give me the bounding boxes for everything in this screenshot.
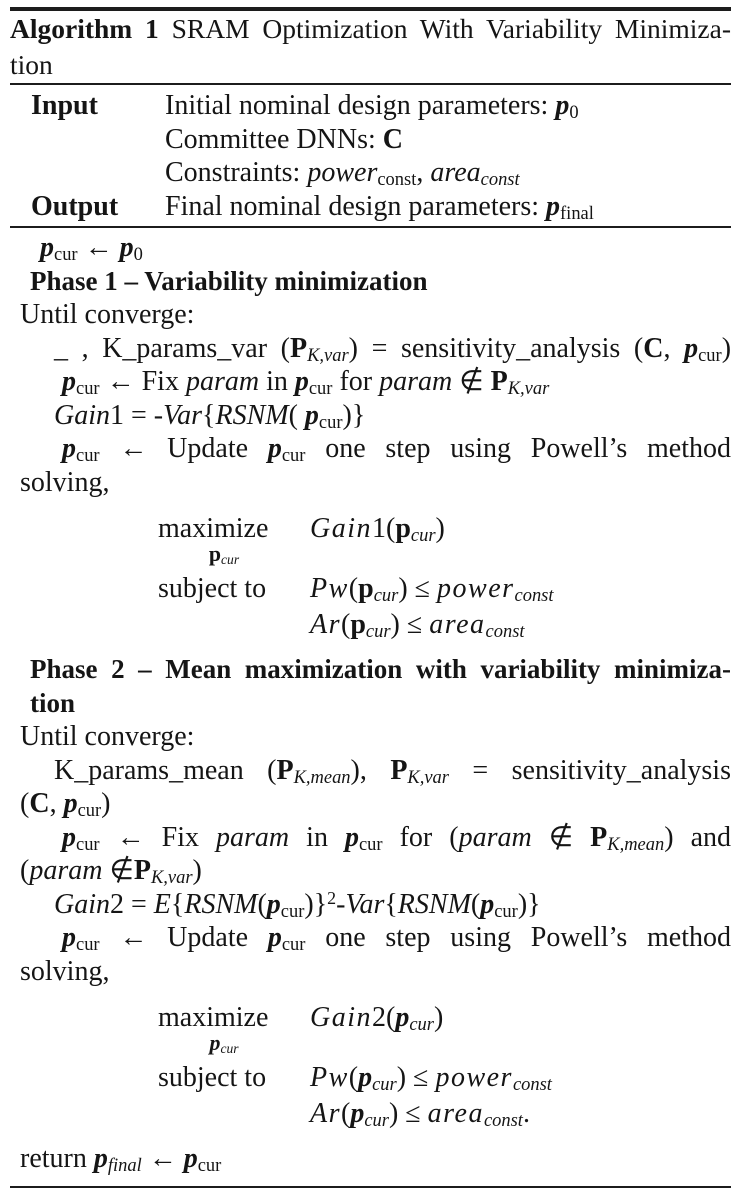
subscript: final bbox=[107, 1155, 142, 1176]
text-segment: ∉ bbox=[102, 855, 134, 886]
text-segment: Pw bbox=[310, 573, 349, 604]
phase2-fix-params-line2 bbox=[20, 854, 731, 888]
display-left-cell bbox=[158, 571, 310, 607]
text-segment: ( bbox=[348, 1062, 359, 1093]
subscript: cur bbox=[410, 525, 436, 546]
io-description bbox=[165, 156, 731, 190]
text-segment: { bbox=[384, 888, 398, 920]
subscript: cur bbox=[220, 1040, 239, 1056]
display-left-cell bbox=[158, 1096, 310, 1132]
text-segment: Committee DNNs: bbox=[165, 123, 383, 155]
subscript: cur bbox=[364, 1110, 389, 1131]
text-segment: , bbox=[49, 788, 64, 819]
display-left-cell bbox=[158, 511, 310, 547]
subscript: cur bbox=[76, 833, 100, 854]
text-segment: one step using Powell’s method bbox=[305, 433, 731, 464]
display-left-cell bbox=[158, 542, 290, 567]
display-right-cell bbox=[310, 571, 554, 607]
text-segment: Algorithm 1 bbox=[10, 13, 172, 44]
text-segment: Gain bbox=[310, 1002, 372, 1033]
text-segment: Gain bbox=[54, 399, 110, 431]
display-row bbox=[158, 1000, 731, 1036]
text-segment: ) bbox=[721, 332, 732, 364]
text-segment: param bbox=[379, 366, 453, 397]
subscript: cur bbox=[76, 934, 100, 955]
display-row bbox=[158, 542, 731, 567]
text-segment: 1 = - bbox=[110, 399, 164, 431]
bottom-rule bbox=[10, 1186, 731, 1188]
text-segment: ) ≤ bbox=[398, 573, 438, 604]
text-segment: Constraints: bbox=[165, 157, 308, 188]
text-segment: ) ≤ bbox=[388, 1098, 428, 1129]
text-segment: ∉ bbox=[531, 821, 591, 853]
subscript: cur bbox=[76, 445, 100, 466]
text-segment: ) bbox=[101, 788, 111, 819]
display-left-cell bbox=[158, 1031, 290, 1056]
text-segment: maximize bbox=[158, 1002, 269, 1033]
display-left-cell bbox=[158, 1060, 310, 1096]
text-segment: )} bbox=[517, 888, 541, 920]
text-segment: p bbox=[546, 190, 561, 222]
text-segment: ) and bbox=[664, 821, 731, 853]
gain1-definition bbox=[54, 399, 731, 433]
text-segment: _ , K_params_var ( bbox=[54, 332, 290, 364]
algorithm-title bbox=[10, 11, 731, 83]
subscript: const bbox=[512, 1074, 552, 1095]
phase2-sensitivity-call-line1 bbox=[54, 754, 731, 788]
subscript: cur bbox=[373, 585, 399, 606]
io-description bbox=[165, 190, 731, 224]
text-segment: subject to bbox=[158, 1062, 267, 1093]
text-segment: p bbox=[350, 609, 366, 640]
text-segment: Gain bbox=[54, 888, 110, 920]
subscript: K,mean bbox=[293, 766, 351, 787]
text-segment: p bbox=[62, 366, 76, 397]
text-segment: E bbox=[153, 888, 171, 920]
text-segment: C bbox=[382, 123, 403, 155]
text-segment: P bbox=[590, 821, 608, 853]
text-segment: ( bbox=[257, 888, 267, 920]
text-segment: P bbox=[490, 366, 508, 397]
subscript: cur bbox=[281, 445, 306, 466]
text-segment: p bbox=[294, 366, 309, 397]
phase2-solving-line bbox=[20, 955, 731, 989]
text-segment: in bbox=[259, 366, 295, 397]
text-segment: param bbox=[216, 821, 290, 853]
text-segment: P bbox=[276, 754, 294, 786]
display-row bbox=[158, 571, 731, 607]
subscript: cur bbox=[365, 621, 391, 642]
subscript: cur bbox=[221, 551, 240, 567]
text-segment: p bbox=[183, 1143, 198, 1174]
subscript: cur bbox=[281, 934, 306, 955]
subscript: cur bbox=[77, 800, 102, 821]
text-segment: ← Fix bbox=[99, 821, 217, 853]
text-segment: Final nominal design parameters: bbox=[165, 190, 547, 222]
io-description bbox=[165, 123, 731, 157]
text-segment: power bbox=[435, 1062, 513, 1093]
display-left-cell bbox=[158, 607, 310, 643]
assign-initial-line bbox=[40, 231, 731, 265]
io-label bbox=[31, 156, 165, 190]
subscript: K,var bbox=[407, 766, 449, 787]
text-segment: ( bbox=[288, 399, 305, 431]
text-segment: p bbox=[62, 922, 76, 953]
text-segment: subject to bbox=[158, 573, 267, 604]
text-segment: ( bbox=[348, 573, 359, 604]
text-segment: p bbox=[344, 821, 359, 853]
phase2-heading-line2 bbox=[30, 687, 731, 721]
text-segment: Gain bbox=[310, 513, 372, 544]
text-segment: ← Update bbox=[99, 922, 268, 953]
phase2-until-converge bbox=[20, 720, 731, 754]
phase2-heading-line1 bbox=[30, 653, 731, 687]
io-label bbox=[31, 123, 165, 157]
text-segment: ) bbox=[192, 855, 202, 886]
text-segment: Var bbox=[345, 888, 385, 920]
phase1-optimization-block bbox=[158, 511, 731, 643]
text-segment: p bbox=[63, 788, 78, 819]
subscript: K,mean bbox=[607, 833, 665, 854]
algorithm-title-line1 bbox=[10, 11, 731, 47]
display-left-cell bbox=[158, 1000, 310, 1036]
text-segment: ) = sensitivity_analysis ( bbox=[348, 332, 644, 364]
text-segment: area bbox=[427, 1098, 484, 1129]
phase2-update-powell-line bbox=[62, 921, 731, 955]
text-segment: 2 = bbox=[110, 888, 154, 920]
subscript: const bbox=[480, 169, 520, 190]
text-segment: )} bbox=[342, 399, 366, 431]
text-segment: , bbox=[663, 332, 685, 364]
text-segment: p bbox=[40, 232, 54, 263]
text-segment: 2( bbox=[372, 1002, 396, 1033]
text-segment: Ar bbox=[310, 609, 341, 640]
text-segment: Ar bbox=[310, 1098, 341, 1129]
text-segment: area bbox=[430, 157, 481, 188]
text-segment: P bbox=[133, 855, 151, 886]
text-segment: p bbox=[358, 1062, 373, 1093]
phase2-sensitivity-call-line2 bbox=[20, 787, 731, 821]
text-segment: for ( bbox=[382, 821, 459, 853]
subscript: 0 bbox=[569, 102, 579, 123]
display-row bbox=[158, 1031, 731, 1056]
text-segment: for bbox=[332, 366, 380, 397]
text-segment: tion bbox=[10, 49, 53, 80]
io-description bbox=[165, 89, 731, 123]
phase1-update-powell-line bbox=[62, 432, 731, 466]
text-segment: Until converge: bbox=[20, 721, 195, 752]
phase1-sensitivity-call bbox=[54, 332, 731, 366]
text-segment: p bbox=[208, 542, 222, 566]
text-segment: param bbox=[458, 821, 532, 853]
display-row bbox=[158, 511, 731, 547]
text-segment: ) bbox=[435, 513, 445, 544]
text-segment: power bbox=[307, 157, 378, 188]
text-segment: { bbox=[202, 399, 216, 431]
subscript: cur bbox=[76, 378, 100, 399]
subscript: const bbox=[377, 169, 417, 190]
text-segment: K_params_mean ( bbox=[54, 754, 277, 786]
text-segment: RSNM bbox=[184, 888, 258, 920]
subscript: K,var bbox=[507, 378, 550, 399]
text-segment: area bbox=[429, 609, 486, 640]
text-segment: . bbox=[522, 1098, 530, 1129]
text-segment: p bbox=[350, 1098, 365, 1129]
text-segment: , bbox=[416, 157, 431, 188]
subscript: cur bbox=[318, 411, 343, 432]
subscript: K,var bbox=[307, 344, 349, 365]
text-segment: C bbox=[29, 788, 50, 819]
text-segment: p bbox=[395, 1002, 410, 1033]
io-table bbox=[10, 85, 731, 226]
text-segment: ), bbox=[350, 754, 391, 786]
text-segment: param bbox=[29, 855, 103, 886]
text-segment: C bbox=[643, 332, 664, 364]
text-segment: p bbox=[684, 332, 699, 364]
text-segment: solving, bbox=[20, 466, 110, 498]
text-segment: p bbox=[119, 232, 134, 263]
text-segment: return bbox=[20, 1143, 94, 1174]
subscript: cur bbox=[358, 833, 383, 854]
phase1-solving-line bbox=[20, 466, 731, 500]
text-segment: ) ≤ bbox=[390, 609, 430, 640]
text-segment: ← bbox=[77, 232, 120, 263]
text-segment: RSNM bbox=[215, 399, 289, 431]
phase1-until-converge bbox=[20, 298, 731, 332]
subscript: 0 bbox=[133, 244, 143, 265]
text-segment: p bbox=[555, 90, 570, 121]
text-segment: ( bbox=[470, 888, 481, 920]
io-row bbox=[31, 156, 731, 190]
phase1-heading bbox=[30, 265, 731, 299]
subscript: const bbox=[514, 585, 554, 606]
text-segment: solving, bbox=[20, 955, 110, 987]
text-segment: - bbox=[336, 888, 346, 920]
text-segment: p bbox=[267, 433, 282, 464]
display-right-cell bbox=[310, 607, 525, 643]
text-segment: param bbox=[185, 366, 260, 397]
algorithm-body bbox=[10, 228, 731, 1176]
text-segment: Var bbox=[163, 399, 203, 431]
algorithm-title-line2 bbox=[10, 47, 731, 83]
io-row bbox=[31, 190, 731, 224]
text-segment: p bbox=[480, 888, 495, 920]
display-row bbox=[158, 1060, 731, 1096]
subscript: cur bbox=[372, 1074, 397, 1095]
io-label: Input bbox=[31, 90, 98, 121]
display-right-cell bbox=[310, 1000, 443, 1036]
text-segment: in bbox=[289, 821, 345, 853]
subscript: final bbox=[560, 202, 594, 223]
text-segment: Phase 2 – Mean maximization with variability minimiza- bbox=[30, 654, 731, 684]
text-segment: p bbox=[267, 922, 282, 953]
text-segment: p bbox=[304, 399, 319, 431]
io-row bbox=[31, 123, 731, 157]
text-segment: p bbox=[395, 513, 411, 544]
gain2-definition bbox=[54, 888, 731, 922]
text-segment: p bbox=[358, 573, 374, 604]
subscript: K,var bbox=[150, 867, 193, 888]
subscript: const bbox=[483, 1110, 523, 1131]
text-segment: Initial nominal design parameters: bbox=[165, 90, 556, 121]
text-segment: { bbox=[170, 888, 185, 920]
text-segment: = sensitivity_analysis bbox=[448, 754, 731, 786]
text-segment: ) bbox=[433, 1002, 444, 1033]
text-segment: P bbox=[289, 332, 308, 364]
text-segment: ← Fix bbox=[99, 366, 186, 397]
text-segment: RSNM bbox=[397, 888, 471, 920]
text-segment: ( bbox=[20, 788, 30, 819]
io-row bbox=[31, 89, 731, 123]
io-label: Output bbox=[31, 190, 119, 222]
text-segment: P bbox=[390, 754, 408, 786]
display-row bbox=[158, 607, 731, 643]
subscript: cur bbox=[698, 344, 722, 365]
subscript: cur bbox=[54, 244, 78, 265]
subscript: cur bbox=[409, 1014, 434, 1035]
subscript: cur bbox=[308, 378, 333, 399]
superscript: 2 bbox=[327, 887, 337, 908]
phase2-fix-params-line1 bbox=[62, 821, 731, 855]
text-segment: ← bbox=[141, 1143, 184, 1174]
subscript: const bbox=[485, 621, 525, 642]
display-right-cell bbox=[310, 1060, 552, 1096]
subscript: cur bbox=[280, 900, 305, 921]
text-segment: tion bbox=[30, 687, 76, 718]
display-right-cell bbox=[310, 511, 445, 547]
text-segment: ( bbox=[341, 609, 351, 640]
subscript: cur bbox=[197, 1155, 222, 1176]
text-segment: 1( bbox=[372, 513, 396, 544]
text-segment: )} bbox=[304, 888, 328, 920]
text-segment: p bbox=[62, 821, 76, 853]
text-segment: Phase 1 – Variability minimization bbox=[30, 265, 428, 296]
text-segment: ∉ bbox=[452, 366, 491, 397]
text-segment: p bbox=[62, 433, 76, 464]
text-segment: ← Update bbox=[99, 433, 268, 464]
phase1-fix-params-line bbox=[62, 365, 731, 399]
text-segment: ( bbox=[20, 855, 30, 886]
text-segment: maximize bbox=[158, 513, 269, 544]
text-segment: power bbox=[437, 573, 515, 604]
return-line bbox=[20, 1142, 731, 1176]
text-segment: p bbox=[93, 1143, 108, 1174]
text-segment: Until converge: bbox=[20, 299, 195, 330]
text-segment: p bbox=[209, 1031, 221, 1055]
display-right-cell bbox=[310, 1096, 530, 1132]
text-segment: p bbox=[266, 888, 281, 920]
phase2-optimization-block bbox=[158, 1000, 731, 1132]
text-segment: ( bbox=[341, 1098, 351, 1129]
text-segment: one step using Powell’s method bbox=[305, 922, 731, 953]
text-segment: SRAM Optimization With Variability Minimiza- bbox=[171, 13, 731, 44]
text-segment: Pw bbox=[310, 1062, 349, 1093]
subscript: cur bbox=[494, 900, 518, 921]
display-row bbox=[158, 1096, 731, 1132]
text-segment: ) ≤ bbox=[396, 1062, 436, 1093]
